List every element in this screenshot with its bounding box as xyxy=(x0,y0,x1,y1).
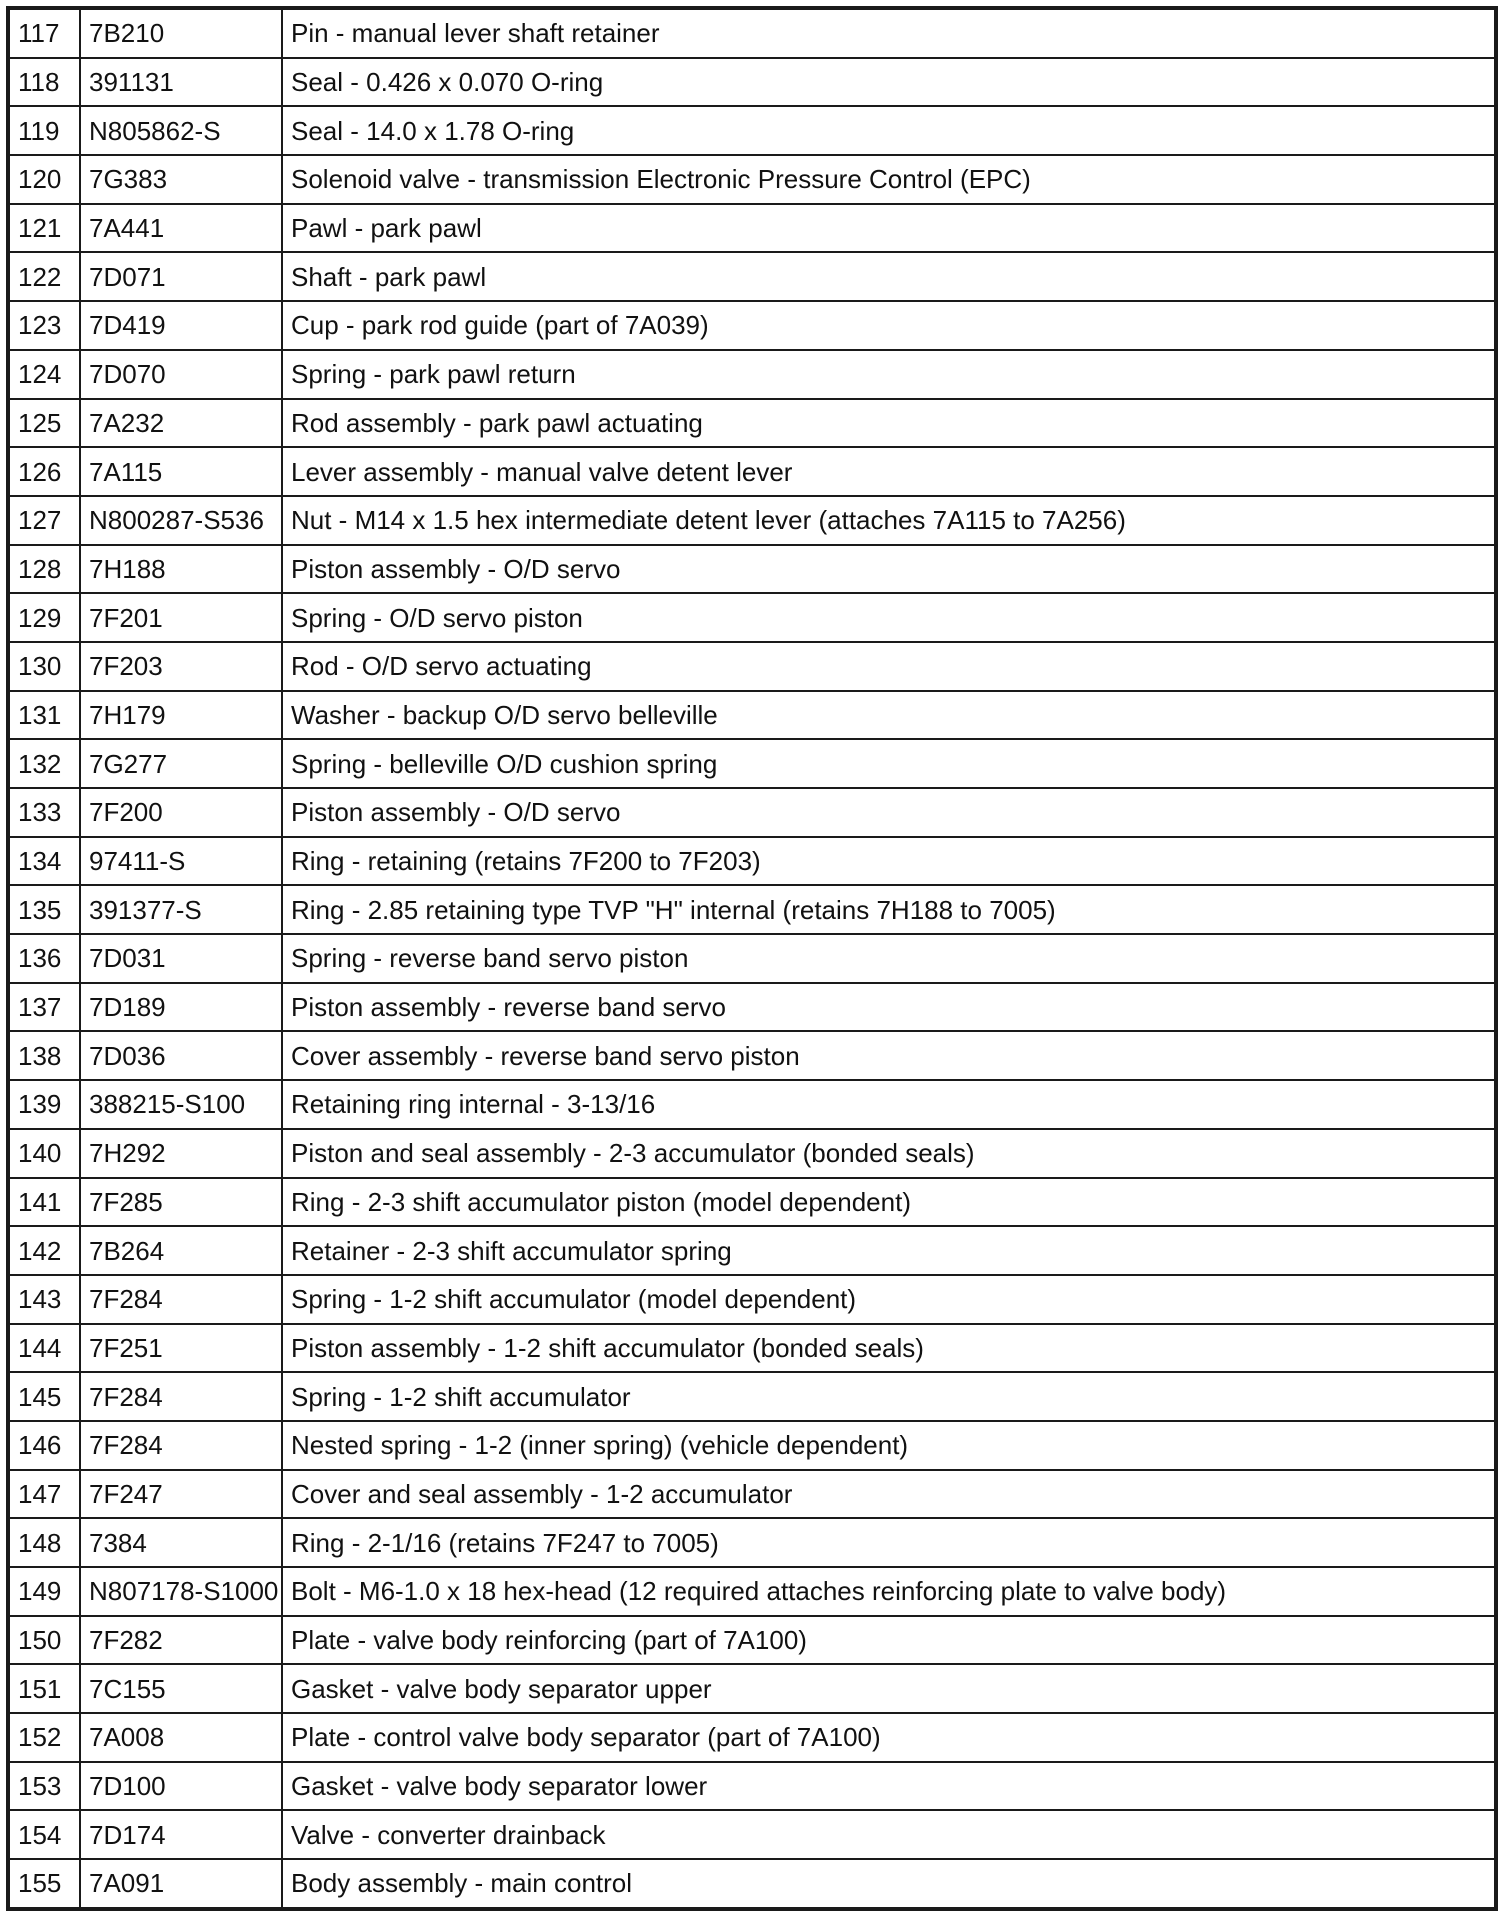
item-number-cell: 131 xyxy=(8,691,80,740)
item-number-cell: 140 xyxy=(8,1129,80,1178)
parts-table xyxy=(6,6,1498,1911)
table-row xyxy=(8,155,1496,204)
description-cell: Spring - park pawl return xyxy=(282,350,1496,399)
table-row xyxy=(8,1324,1496,1373)
table-row xyxy=(8,1031,1496,1080)
item-number-cell: 152 xyxy=(8,1713,80,1762)
description-cell: Spring - belleville O/D cushion spring xyxy=(282,739,1496,788)
item-number-cell: 153 xyxy=(8,1762,80,1811)
item-number-cell: 155 xyxy=(8,1859,80,1909)
table-row xyxy=(8,399,1496,448)
description-cell: Retaining ring internal - 3-13/16 xyxy=(282,1080,1496,1129)
part-number-cell: 7A115 xyxy=(80,447,282,496)
part-number-cell: N800287-S536 xyxy=(80,496,282,545)
table-row xyxy=(8,545,1496,594)
part-number-cell: 7H292 xyxy=(80,1129,282,1178)
table-row xyxy=(8,58,1496,107)
description-cell: Valve - converter drainback xyxy=(282,1810,1496,1859)
table-row xyxy=(8,885,1496,934)
table-row xyxy=(8,739,1496,788)
description-cell: Body assembly - main control xyxy=(282,1859,1496,1909)
part-number-cell: 391131 xyxy=(80,58,282,107)
part-number-cell: 7D100 xyxy=(80,1762,282,1811)
table-row xyxy=(8,301,1496,350)
item-number-cell: 123 xyxy=(8,301,80,350)
item-number-cell: 133 xyxy=(8,788,80,837)
item-number-cell: 119 xyxy=(8,106,80,155)
item-number-cell: 144 xyxy=(8,1324,80,1373)
table-row xyxy=(8,1664,1496,1713)
parts-table-body xyxy=(8,8,1496,1909)
description-cell: Piston and seal assembly - 2-3 accumulator (bonded seals) xyxy=(282,1129,1496,1178)
part-number-cell: 7H179 xyxy=(80,691,282,740)
item-number-cell: 126 xyxy=(8,447,80,496)
part-number-cell: 388215-S100 xyxy=(80,1080,282,1129)
part-number-cell: 7A441 xyxy=(80,204,282,253)
table-row xyxy=(8,106,1496,155)
item-number-cell: 138 xyxy=(8,1031,80,1080)
description-cell: Seal - 0.426 x 0.070 O-ring xyxy=(282,58,1496,107)
description-cell: Cover assembly - reverse band servo piston xyxy=(282,1031,1496,1080)
table-row xyxy=(8,1713,1496,1762)
description-cell: Ring - 2.85 retaining type TVP "H" internal (retains 7H188 to 7005) xyxy=(282,885,1496,934)
table-row xyxy=(8,983,1496,1032)
item-number-cell: 154 xyxy=(8,1810,80,1859)
table-row xyxy=(8,642,1496,691)
part-number-cell: 7A232 xyxy=(80,399,282,448)
description-cell: Shaft - park pawl xyxy=(282,252,1496,301)
item-number-cell: 146 xyxy=(8,1421,80,1470)
table-row xyxy=(8,1810,1496,1859)
description-cell: Gasket - valve body separator upper xyxy=(282,1664,1496,1713)
part-number-cell: 7D031 xyxy=(80,934,282,983)
description-cell: Nested spring - 1-2 (inner spring) (vehicle dependent) xyxy=(282,1421,1496,1470)
table-row xyxy=(8,593,1496,642)
description-cell: Ring - 2-3 shift accumulator piston (model dependent) xyxy=(282,1178,1496,1227)
item-number-cell: 121 xyxy=(8,204,80,253)
description-cell: Cover and seal assembly - 1-2 accumulator xyxy=(282,1470,1496,1519)
table-row xyxy=(8,350,1496,399)
item-number-cell: 151 xyxy=(8,1664,80,1713)
description-cell: Cup - park rod guide (part of 7A039) xyxy=(282,301,1496,350)
description-cell: Rod - O/D servo actuating xyxy=(282,642,1496,691)
table-row xyxy=(8,1226,1496,1275)
description-cell: Solenoid valve - transmission Electronic Pressure Control (EPC) xyxy=(282,155,1496,204)
item-number-cell: 145 xyxy=(8,1372,80,1421)
table-row xyxy=(8,691,1496,740)
part-number-cell: 7F284 xyxy=(80,1275,282,1324)
description-cell: Gasket - valve body separator lower xyxy=(282,1762,1496,1811)
item-number-cell: 136 xyxy=(8,934,80,983)
table-row xyxy=(8,496,1496,545)
description-cell: Piston assembly - 1-2 shift accumulator (bonded seals) xyxy=(282,1324,1496,1373)
table-row xyxy=(8,837,1496,886)
item-number-cell: 120 xyxy=(8,155,80,204)
table-row xyxy=(8,252,1496,301)
part-number-cell: 7D036 xyxy=(80,1031,282,1080)
table-row xyxy=(8,8,1496,58)
description-cell: Pin - manual lever shaft retainer xyxy=(282,8,1496,58)
table-row xyxy=(8,1859,1496,1909)
item-number-cell: 142 xyxy=(8,1226,80,1275)
item-number-cell: 141 xyxy=(8,1178,80,1227)
table-row xyxy=(8,1129,1496,1178)
part-number-cell: 7F285 xyxy=(80,1178,282,1227)
description-cell: Ring - 2-1/16 (retains 7F247 to 7005) xyxy=(282,1518,1496,1567)
part-number-cell: 7D070 xyxy=(80,350,282,399)
part-number-cell: 7D174 xyxy=(80,1810,282,1859)
description-cell: Spring - 1-2 shift accumulator xyxy=(282,1372,1496,1421)
part-number-cell: 391377-S xyxy=(80,885,282,934)
part-number-cell: 7B210 xyxy=(80,8,282,58)
item-number-cell: 149 xyxy=(8,1567,80,1616)
table-row xyxy=(8,1616,1496,1665)
part-number-cell: 7A008 xyxy=(80,1713,282,1762)
table-row xyxy=(8,1178,1496,1227)
part-number-cell: 7F203 xyxy=(80,642,282,691)
description-cell: Nut - M14 x 1.5 hex intermediate detent lever (attaches 7A115 to 7A256) xyxy=(282,496,1496,545)
description-cell: Lever assembly - manual valve detent lever xyxy=(282,447,1496,496)
description-cell: Plate - valve body reinforcing (part of 7A100) xyxy=(282,1616,1496,1665)
part-number-cell: 7F201 xyxy=(80,593,282,642)
table-row xyxy=(8,1080,1496,1129)
item-number-cell: 129 xyxy=(8,593,80,642)
table-row xyxy=(8,934,1496,983)
item-number-cell: 122 xyxy=(8,252,80,301)
item-number-cell: 139 xyxy=(8,1080,80,1129)
description-cell: Ring - retaining (retains 7F200 to 7F203) xyxy=(282,837,1496,886)
table-row xyxy=(8,204,1496,253)
part-number-cell: N805862-S xyxy=(80,106,282,155)
description-cell: Piston assembly - reverse band servo xyxy=(282,983,1496,1032)
description-cell: Piston assembly - O/D servo xyxy=(282,788,1496,837)
item-number-cell: 143 xyxy=(8,1275,80,1324)
table-row xyxy=(8,1275,1496,1324)
part-number-cell: 97411-S xyxy=(80,837,282,886)
part-number-cell: 7A091 xyxy=(80,1859,282,1909)
item-number-cell: 137 xyxy=(8,983,80,1032)
description-cell: Bolt - M6-1.0 x 18 hex-head (12 required attaches reinforcing plate to valve body) xyxy=(282,1567,1496,1616)
part-number-cell: 7D071 xyxy=(80,252,282,301)
item-number-cell: 147 xyxy=(8,1470,80,1519)
description-cell: Plate - control valve body separator (part of 7A100) xyxy=(282,1713,1496,1762)
description-cell: Spring - 1-2 shift accumulator (model dependent) xyxy=(282,1275,1496,1324)
description-cell: Piston assembly - O/D servo xyxy=(282,545,1496,594)
table-row xyxy=(8,1567,1496,1616)
description-cell: Washer - backup O/D servo belleville xyxy=(282,691,1496,740)
description-cell: Pawl - park pawl xyxy=(282,204,1496,253)
table-row xyxy=(8,447,1496,496)
item-number-cell: 127 xyxy=(8,496,80,545)
part-number-cell: 7B264 xyxy=(80,1226,282,1275)
table-row xyxy=(8,788,1496,837)
item-number-cell: 135 xyxy=(8,885,80,934)
part-number-cell: 7F284 xyxy=(80,1372,282,1421)
description-cell: Spring - reverse band servo piston xyxy=(282,934,1496,983)
item-number-cell: 117 xyxy=(8,8,80,58)
table-row xyxy=(8,1470,1496,1519)
part-number-cell: 7F282 xyxy=(80,1616,282,1665)
part-number-cell: 7G277 xyxy=(80,739,282,788)
part-number-cell: 7C155 xyxy=(80,1664,282,1713)
description-cell: Spring - O/D servo piston xyxy=(282,593,1496,642)
part-number-cell: 7F247 xyxy=(80,1470,282,1519)
description-cell: Rod assembly - park pawl actuating xyxy=(282,399,1496,448)
part-number-cell: 7F200 xyxy=(80,788,282,837)
part-number-cell: 7F251 xyxy=(80,1324,282,1373)
part-number-cell: 7G383 xyxy=(80,155,282,204)
item-number-cell: 148 xyxy=(8,1518,80,1567)
item-number-cell: 130 xyxy=(8,642,80,691)
item-number-cell: 118 xyxy=(8,58,80,107)
part-number-cell: 7F284 xyxy=(80,1421,282,1470)
description-cell: Seal - 14.0 x 1.78 O-ring xyxy=(282,106,1496,155)
part-number-cell: 7H188 xyxy=(80,545,282,594)
item-number-cell: 125 xyxy=(8,399,80,448)
item-number-cell: 132 xyxy=(8,739,80,788)
description-cell: Retainer - 2-3 shift accumulator spring xyxy=(282,1226,1496,1275)
item-number-cell: 134 xyxy=(8,837,80,886)
part-number-cell: N807178-S1000 xyxy=(80,1567,282,1616)
part-number-cell: 7D189 xyxy=(80,983,282,1032)
table-row xyxy=(8,1762,1496,1811)
item-number-cell: 124 xyxy=(8,350,80,399)
table-row xyxy=(8,1372,1496,1421)
table-row xyxy=(8,1518,1496,1567)
table-row xyxy=(8,1421,1496,1470)
item-number-cell: 150 xyxy=(8,1616,80,1665)
part-number-cell: 7D419 xyxy=(80,301,282,350)
part-number-cell: 7384 xyxy=(80,1518,282,1567)
item-number-cell: 128 xyxy=(8,545,80,594)
